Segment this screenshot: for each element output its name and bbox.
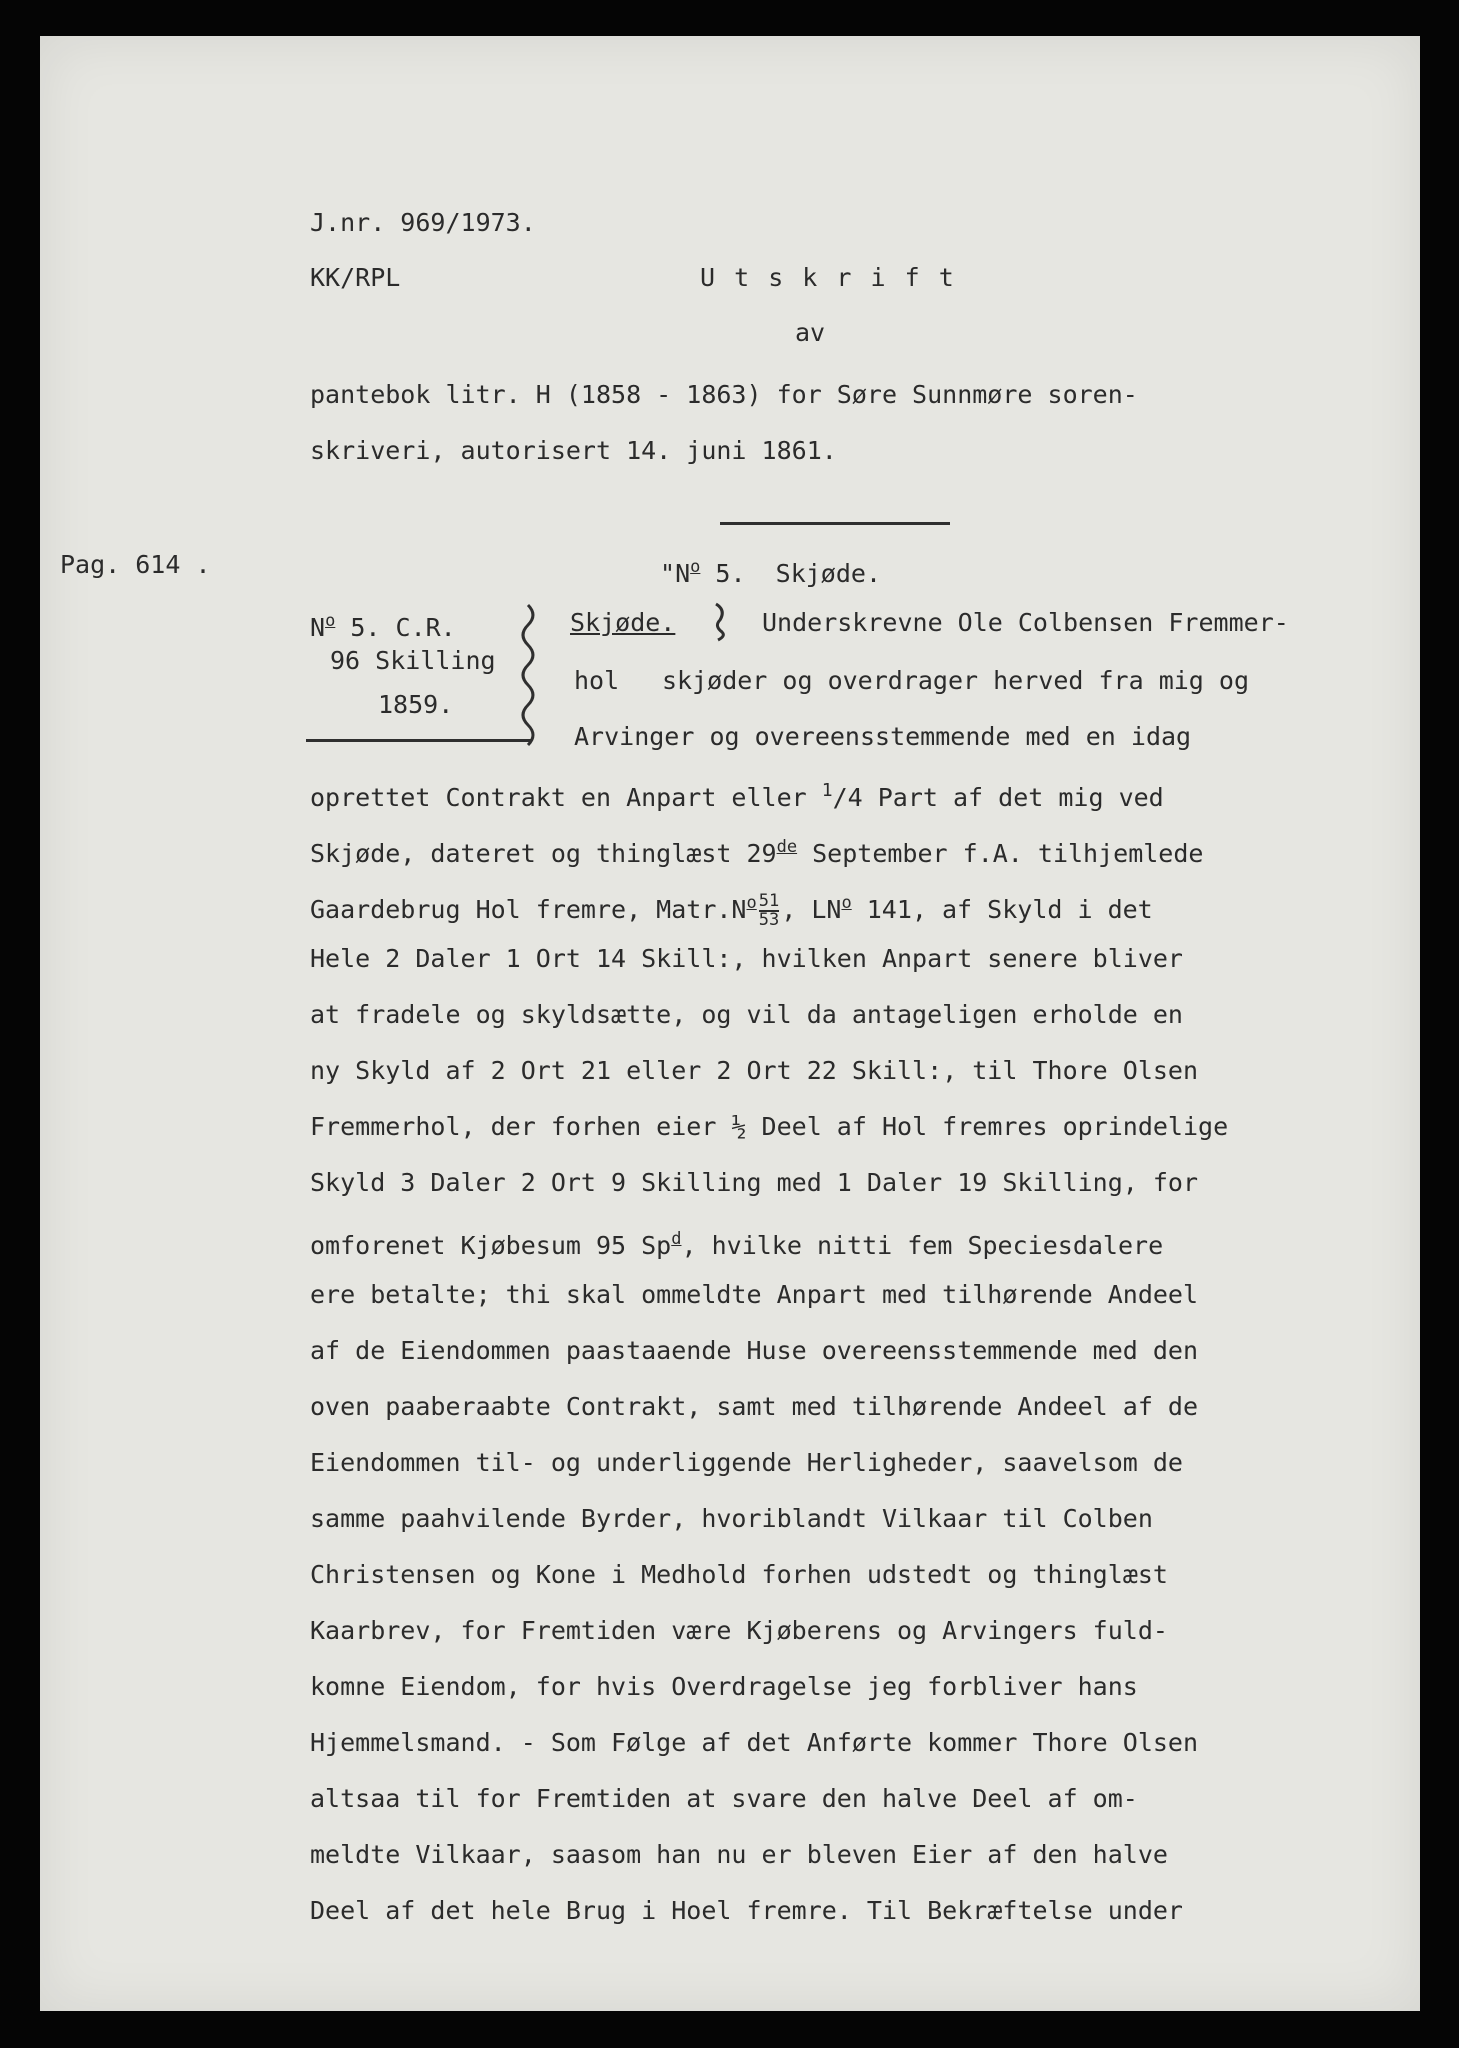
- matr-denominator: 53: [758, 910, 780, 930]
- text-line-15: oven paaberaabte Contrakt, samt med tilhørende Andeel af de: [310, 1392, 1199, 1421]
- text-line-4a: oprettet Contrakt en Anpart eller: [310, 783, 822, 812]
- text-line-9: ny Skyld af 2 Ort 21 eller 2 Ort 22 Skill:, til Thore Olsen: [310, 1056, 1199, 1085]
- text-line-2b: skjøder og overdrager herved fra mig og: [662, 666, 1249, 695]
- text-line-19: Kaarbrev, for Fremtiden være Kjøberens og Arvingers fuld-: [310, 1616, 1168, 1645]
- speciesdaler-d: d: [671, 1229, 682, 1249]
- description-line-2: skriveri, autorisert 14. juni 1861.: [310, 436, 837, 465]
- text-line-1: Underskrevne Ole Colbensen Fremmer-: [762, 608, 1289, 637]
- heading-o: o: [690, 557, 701, 577]
- fraction-numerator: 1: [821, 780, 833, 801]
- matr-numerator: 51: [758, 891, 780, 911]
- text-line-6: [310, 888, 1153, 929]
- box-rest: 5. C.R.: [335, 613, 456, 642]
- matr-fraction: [759, 893, 779, 929]
- text-line-17: samme paahvilende Byrder, hvoriblandt Vilkaar til Colben: [310, 1504, 1153, 1533]
- initials: KK/RPL: [310, 263, 401, 292]
- date-suffix: de: [776, 837, 798, 857]
- label-bracket: [712, 602, 732, 642]
- journal-number: J.nr. 969/1973.: [310, 208, 536, 237]
- text-line-5: [310, 832, 1203, 869]
- text-line-23: meldte Vilkaar, saasom han nu er bleven Eier af den halve: [310, 1840, 1168, 1869]
- document-title: U t s k r i f t: [700, 263, 956, 292]
- text-line-4: [310, 776, 1164, 813]
- text-line-12b: , hvilke nitti fem Speciesdalere: [681, 1231, 1164, 1260]
- text-line-8: at fradele og skyldsætte, og vil da antageligen erholde en: [310, 1000, 1183, 1029]
- header-divider: [720, 522, 950, 525]
- text-line-6c: 141, af Skyld i det: [851, 895, 1153, 924]
- box-line-2: 96 Skilling: [330, 646, 496, 675]
- text-line-20: komne Eiendom, for hvis Overdragelse jeg forbliver hans: [310, 1672, 1138, 1701]
- heading-word: Skjøde.: [775, 559, 881, 588]
- text-line-24: Deel af det hele Brug i Hoel fremre. Til Bekræftelse under: [310, 1896, 1183, 1925]
- text-line-4b: /4 Part af det mig ved: [832, 783, 1164, 812]
- heading-num: 5.: [700, 559, 746, 588]
- box-underline: [306, 739, 531, 742]
- heading-quote: ": [660, 559, 676, 588]
- text-line-7: Hele 2 Daler 1 Ort 14 Skill:, hvilken Anpart senere bliver: [310, 944, 1183, 973]
- text-line-2a: hol: [574, 666, 620, 695]
- text-line-10b: Deel af Hol fremres oprindelige: [746, 1112, 1229, 1141]
- text-line-13: ere betalte; thi skal ommeldte Anpart med tilhørende Andeel: [310, 1280, 1199, 1309]
- matr-o: o: [746, 893, 757, 913]
- title-av: av: [795, 318, 826, 347]
- text-line-10a: Fremmerhol, der forhen eier: [310, 1112, 732, 1141]
- box-line-3: 1859.: [378, 690, 454, 719]
- text-line-12: [310, 1224, 1163, 1261]
- text-line-22: altsaa til for Fremtiden at svare den halve Deel af om-: [310, 1784, 1138, 1813]
- entry-label: Skjøde.: [570, 608, 676, 637]
- text-line-11: Skyld 3 Daler 2 Ort 9 Skilling med 1 Daler 19 Skilling, for: [310, 1168, 1199, 1197]
- page-reference: Pag. 614 .: [60, 550, 211, 579]
- text-line-21: Hjemmelsmand. - Som Følge af det Anførte kommer Thore Olsen: [310, 1728, 1199, 1757]
- text-line-6a: Gaardebrug Hol fremre, Matr.N: [310, 895, 747, 924]
- box-o: o: [325, 611, 336, 631]
- description-line-1: pantebok litr. H (1858 - 1863) for Søre Sunnmøre soren-: [310, 380, 1138, 409]
- text-line-16: Eiendommen til- og underliggende Herligheder, saavelsom de: [310, 1448, 1183, 1477]
- heading-no: N: [675, 559, 691, 588]
- box-no: N: [310, 613, 326, 642]
- text-line-10: [310, 1112, 1228, 1142]
- text-line-5b: September f.A. tilhjemlede: [797, 839, 1204, 868]
- entry-heading: [660, 552, 881, 589]
- ln-o: o: [841, 893, 852, 913]
- text-line-5a: Skjøde, dateret og thinglæst 29: [310, 839, 777, 868]
- text-line-12a: omforenet Kjøbesum 95 Sp: [310, 1231, 672, 1260]
- text-line-18: Christensen og Kone i Medhold forhen udstedt og thinglæst: [310, 1560, 1168, 1589]
- box-wavy-bracket: [518, 600, 548, 750]
- text-line-6b: , LN: [781, 895, 842, 924]
- text-line-3: Arvinger og overeensstemmende med en idag: [574, 722, 1192, 751]
- box-line-1: [310, 606, 456, 643]
- half-symbol: ½: [731, 1112, 747, 1141]
- text-line-14: af de Eiendommen paastaaende Huse overeensstemmende med den: [310, 1336, 1199, 1365]
